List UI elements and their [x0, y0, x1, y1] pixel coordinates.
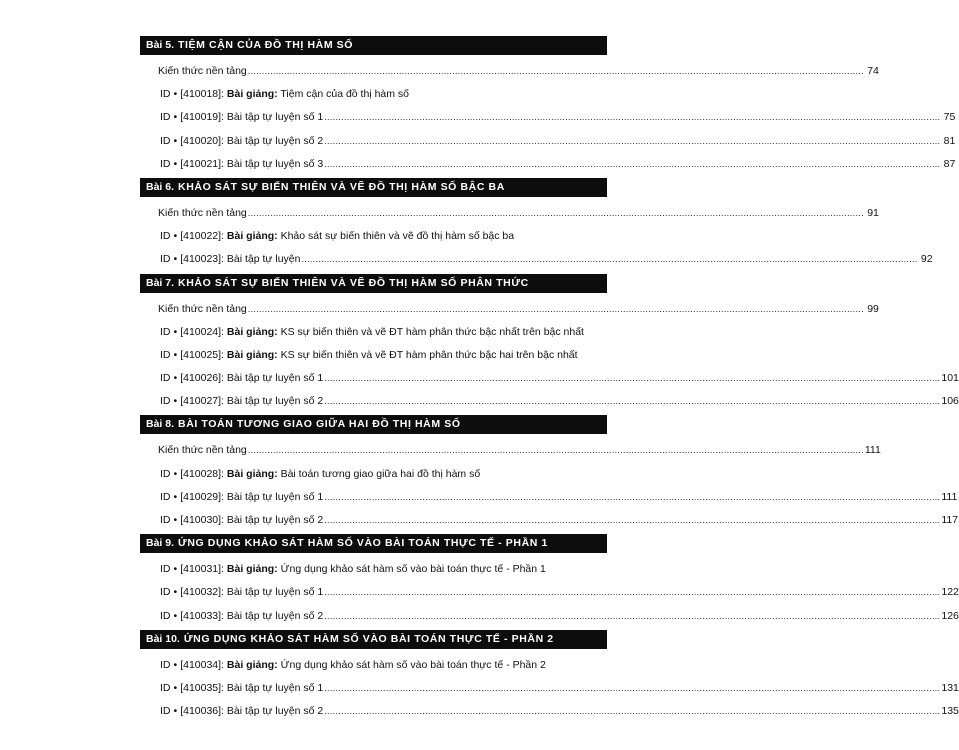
dot-leader: ............................................................................................................................................................................................................................ — [324, 587, 941, 598]
entry-text — [158, 60, 247, 83]
entry-text — [160, 581, 323, 604]
entry-code: [410036]: — [180, 705, 224, 718]
entry-text — [158, 298, 247, 321]
entry-id-prefix: ID — [160, 372, 171, 385]
dot-leader: ............................................................................................................................................................................................................................ — [324, 515, 941, 525]
entry-id-prefix: ID — [160, 467, 171, 480]
dot-leader: ............................................................................................................................................................................................................................ — [324, 682, 941, 693]
entry-code: [410019]: — [180, 111, 224, 124]
entry-text — [160, 83, 409, 106]
bullet-icon: • — [173, 157, 178, 170]
entry-code: [410026]: — [180, 372, 224, 385]
page-number: 81 — [943, 134, 956, 147]
entry-text — [160, 344, 578, 367]
section-header[interactable] — [140, 36, 607, 55]
entry-code: [410031]: — [180, 563, 224, 576]
bullet-icon: • — [173, 658, 178, 671]
entry-id-prefix: ID — [160, 514, 171, 526]
toc-entry[interactable] — [140, 558, 607, 581]
bullet-icon: • — [173, 134, 178, 147]
entry-code: [410035]: — [180, 681, 224, 694]
entry-title: Bài tập tự luyện số 2 — [226, 134, 324, 147]
dot-leader: ............................................................................................................................................................................................................................ — [324, 491, 941, 502]
toc-entry[interactable] — [140, 605, 959, 628]
bullet-icon: • — [173, 586, 178, 599]
toc-entry[interactable] — [140, 298, 879, 321]
dot-leader: ............................................................................................................................................................................................................................ — [324, 706, 941, 717]
toc-entry[interactable] — [140, 677, 959, 700]
section-number: Bài 9. — [146, 537, 175, 550]
entry-text — [158, 202, 247, 225]
entry-id-prefix: ID — [160, 395, 171, 408]
entry-id-prefix: ID — [160, 88, 171, 101]
toc-entry[interactable] — [140, 130, 956, 153]
entry-text — [160, 106, 323, 129]
section-number: Bài 10. — [146, 632, 180, 645]
entry-code: [410029]: — [180, 490, 224, 503]
entry-code: [410020]: — [180, 134, 224, 147]
bullet-icon: • — [173, 230, 178, 243]
entry-title: Kiến thức nền tảng — [158, 302, 247, 315]
dot-leader: ............................................................................................................................................................................................................................ — [324, 112, 941, 123]
entry-title: Kiến thức nền tảng — [158, 206, 247, 219]
entry-id-prefix: ID — [160, 490, 171, 503]
entry-title: Bài tập tự luyện số 1 — [226, 586, 324, 599]
entry-title: Kiến thức nền tảng — [158, 444, 247, 457]
toc-entry[interactable] — [140, 654, 607, 677]
entry-text — [160, 677, 323, 700]
bullet-icon: • — [173, 681, 178, 694]
entry-title: Bài tập tự luyện số 2 — [226, 395, 324, 408]
dot-leader: ............................................................................................................................................................................................................................ — [324, 135, 941, 146]
page-number: 101 — [941, 372, 959, 385]
entry-code: [410023]: — [180, 253, 224, 266]
entry-text — [160, 463, 480, 486]
section-number: Bài 7. — [146, 276, 175, 289]
entry-title: Kiến thức nền tảng — [158, 65, 247, 77]
entry-title: Tiệm cận của đồ thị hàm số — [280, 88, 409, 101]
bullet-icon: • — [173, 514, 178, 526]
toc-entry[interactable] — [140, 321, 607, 344]
dot-leader: ............................................................................................................................................................................................................................ — [247, 445, 864, 456]
dot-leader: ............................................................................................................................................................................................................................ — [301, 254, 918, 265]
toc-entry[interactable] — [140, 248, 933, 271]
entry-text — [160, 486, 323, 509]
entry-code: [410024]: — [180, 325, 224, 338]
lecture-label: Bài giảng: — [226, 230, 278, 243]
page-number: 99 — [867, 302, 879, 315]
toc-entry[interactable] — [140, 463, 607, 486]
entry-code: [410028]: — [180, 467, 224, 480]
page-number: 87 — [943, 157, 956, 170]
toc-section — [140, 178, 933, 274]
bullet-icon: • — [173, 372, 178, 385]
page-number: 91 — [867, 206, 879, 219]
entry-title: Bài tập tự luyện — [226, 253, 301, 266]
entry-title: KS sự biến thiên và vẽ ĐT hàm phân thức bậc hai trên bậc nhất — [280, 348, 578, 361]
page-number: 135 — [941, 705, 959, 718]
section-title: ỨNG DỤNG KHẢO SÁT HÀM SỐ VÀO BÀI TOÁN THỰC TẾ - PHẦN 2 — [183, 632, 554, 645]
entry-code: [410021]: — [180, 157, 224, 170]
entry-text — [160, 367, 323, 390]
entry-title: Bài tập tự luyện số 3 — [226, 157, 324, 170]
entry-text — [160, 654, 546, 677]
page-number: 126 — [941, 609, 959, 622]
entry-title: Bài tập tự luyện số 1 — [226, 681, 324, 694]
table-of-contents — [140, 36, 959, 725]
bullet-icon: • — [173, 325, 178, 338]
toc-entry[interactable] — [140, 390, 959, 413]
page-number: 117 — [941, 514, 959, 526]
toc-section — [140, 630, 959, 726]
entry-text — [160, 605, 323, 628]
entry-text — [160, 225, 514, 248]
page-number: 111 — [941, 490, 958, 503]
entry-text — [160, 390, 323, 413]
toc-entry[interactable] — [140, 83, 607, 106]
toc-entry[interactable] — [140, 225, 607, 248]
entry-title: Bài tập tự luyện số 1 — [226, 372, 324, 385]
toc-entry[interactable] — [140, 439, 881, 462]
page-number: 111 — [864, 444, 881, 457]
entry-id-prefix: ID — [160, 348, 171, 361]
bullet-icon: • — [173, 467, 178, 480]
entry-title: Bài tập tự luyện số 2 — [226, 514, 324, 526]
entry-text — [160, 130, 323, 153]
toc-entry[interactable] — [140, 367, 959, 390]
entry-id-prefix: ID — [160, 325, 171, 338]
toc-entry[interactable] — [140, 60, 879, 83]
entry-title: Ứng dụng khảo sát hàm số vào bài toán thực tế - Phần 2 — [280, 658, 546, 671]
bullet-icon: • — [173, 609, 178, 622]
toc-entry[interactable] — [140, 202, 879, 225]
toc-entry[interactable] — [140, 344, 607, 367]
toc-section — [140, 274, 959, 416]
entry-id-prefix: ID — [160, 230, 171, 243]
entry-title: Khảo sát sự biến thiên và vẽ đồ thị hàm số bậc ba — [280, 230, 515, 243]
toc-entry[interactable] — [140, 700, 959, 723]
section-title: KHẢO SÁT SỰ BIẾN THIÊN VÀ VẼ ĐỒ THỊ HÀM SỐ BẬC BA — [178, 180, 505, 193]
bullet-icon: • — [173, 111, 178, 124]
dot-leader: ............................................................................................................................................................................................................................ — [324, 158, 941, 169]
section-title: ỨNG DỤNG KHẢO SÁT HÀM SỐ VÀO BÀI TOÁN THỰC TẾ - PHẦN 1 — [178, 537, 548, 550]
entry-title: Ứng dụng khảo sát hàm số vào bài toán thực tế - Phần 1 — [280, 563, 546, 576]
bullet-icon: • — [173, 705, 178, 718]
toc-section — [140, 36, 956, 178]
entry-code: [410018]: — [180, 88, 224, 101]
entry-title: Bài tập tự luyện số 1 — [226, 111, 324, 124]
bullet-icon: • — [173, 348, 178, 361]
page-number: 106 — [941, 395, 959, 408]
dot-leader: ............................................................................................................................................................................................................................ — [324, 396, 941, 407]
entry-id-prefix: ID — [160, 111, 171, 124]
entry-id-prefix: ID — [160, 157, 171, 170]
section-number: Bài 5. — [146, 39, 175, 51]
entry-text — [160, 153, 323, 176]
bullet-icon: • — [173, 563, 178, 576]
entry-text — [160, 558, 546, 581]
lecture-label: Bài giảng: — [226, 563, 278, 576]
entry-id-prefix: ID — [160, 253, 171, 266]
entry-text — [160, 700, 323, 723]
entry-text — [160, 509, 323, 532]
entry-id-prefix: ID — [160, 134, 171, 147]
dot-leader: ............................................................................................................................................................................................................................ — [247, 303, 864, 314]
lecture-label: Bài giảng: — [226, 348, 278, 361]
section-title: KHẢO SÁT SỰ BIẾN THIÊN VÀ VẼ ĐỒ THỊ HÀM SỐ PHÂN THỨC — [178, 276, 529, 289]
dot-leader: ............................................................................................................................................................................................................................ — [324, 610, 941, 621]
toc-entry[interactable] — [140, 106, 956, 129]
entry-id-prefix: ID — [160, 609, 171, 622]
lecture-label: Bài giảng: — [226, 658, 278, 671]
toc-entry[interactable] — [140, 486, 958, 509]
entry-id-prefix: ID — [160, 681, 171, 694]
dot-leader: ............................................................................................................................................................................................................................ — [324, 373, 941, 384]
dot-leader: ............................................................................................................................................................................................................................ — [247, 207, 864, 218]
entry-id-prefix: ID — [160, 586, 171, 599]
page-number: 131 — [941, 681, 959, 694]
toc-entry[interactable] — [140, 509, 959, 532]
entry-id-prefix: ID — [160, 705, 171, 718]
entry-text — [160, 248, 300, 271]
section-header[interactable] — [140, 178, 607, 197]
entry-code: [410025]: — [180, 348, 224, 361]
lecture-label: Bài giảng: — [226, 88, 278, 101]
bullet-icon: • — [173, 88, 178, 101]
bullet-icon: • — [173, 490, 178, 503]
bullet-icon: • — [173, 395, 178, 408]
section-title: BÀI TOÁN TƯƠNG GIAO GIỮA HAI ĐỒ THỊ HÀM SỐ — [178, 418, 461, 431]
entry-code: [410032]: — [180, 586, 224, 599]
toc-entry[interactable] — [140, 581, 959, 604]
entry-title: Bài tập tự luyện số 1 — [226, 490, 324, 503]
section-title: TIỆM CẬN CỦA ĐỒ THỊ HÀM SỐ — [178, 39, 354, 51]
section-header[interactable] — [140, 534, 607, 553]
page-number: 75 — [943, 111, 956, 124]
entry-text — [160, 321, 584, 344]
toc-section — [140, 415, 959, 534]
page-number: 92 — [920, 253, 933, 266]
entry-id-prefix: ID — [160, 658, 171, 671]
page-number: 122 — [941, 586, 959, 599]
page-number: 74 — [867, 65, 879, 77]
toc-entry[interactable] — [140, 153, 956, 176]
section-header[interactable] — [140, 274, 607, 293]
section-header[interactable] — [140, 415, 607, 434]
lecture-label: Bài giảng: — [226, 325, 278, 338]
section-gap — [140, 723, 607, 725]
entry-code: [410030]: — [180, 514, 224, 526]
section-number: Bài 6. — [146, 180, 175, 193]
entry-title: Bài toán tương giao giữa hai đồ thị hàm số — [280, 467, 481, 480]
entry-id-prefix: ID — [160, 563, 171, 576]
entry-title: Bài tập tự luyện số 2 — [226, 705, 324, 718]
entry-title: KS sự biến thiên và vẽ ĐT hàm phân thức bậc nhất trên bậc nhất — [280, 325, 584, 338]
section-header[interactable] — [140, 630, 607, 649]
entry-code: [410034]: — [180, 658, 224, 671]
entry-code: [410027]: — [180, 395, 224, 408]
lecture-label: Bài giảng: — [226, 467, 278, 480]
entry-code: [410022]: — [180, 230, 224, 243]
bullet-icon: • — [173, 253, 178, 266]
entry-code: [410033]: — [180, 609, 224, 622]
toc-section — [140, 534, 959, 630]
entry-title: Bài tập tự luyện số 2 — [226, 609, 324, 622]
section-number: Bài 8. — [146, 418, 175, 431]
entry-text — [158, 439, 247, 462]
dot-leader: ............................................................................................................................................................................................................................ — [247, 66, 864, 76]
